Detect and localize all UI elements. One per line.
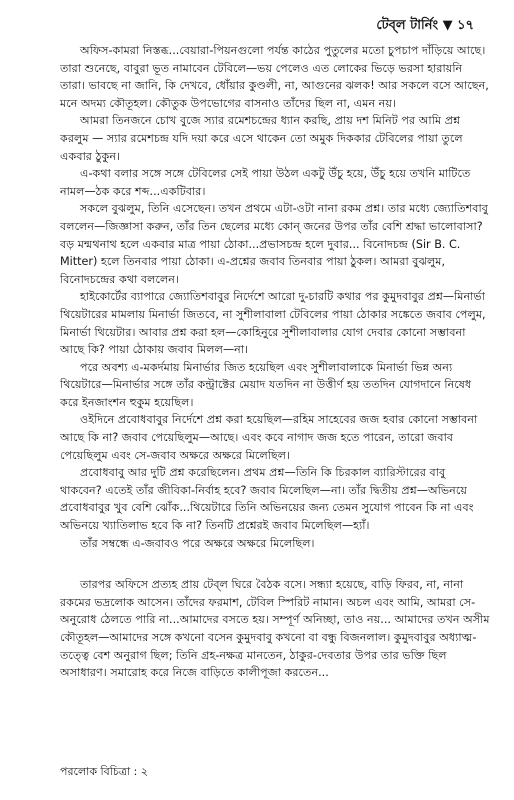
running-footer: পরলোক বিচিত্রা : ২	[60, 765, 148, 778]
paragraph-1: অফিস-কামরা নিস্তব্ধ...বেয়ারা-পিয়নগুলো পর্যন্ত কাঠের পুতুলের মতো চুপচাপ দাঁড়িয়ে আছে। তারা শুনেছে, বাবুরা ভূত নামাবেন টেবিলে—ভয় পেলেও এত লোকের ভিড়ে ভরসা হারায়নি তারা। ভাবছে না জানি, কি দেখবে, ধোঁয়ার কুণ্ডলী, না, আগুনের ঝলক! আর সকলে বসে আছেন, মনে অদম্য কৌতূহল। কৌতুক উপভোগের বাসনাও তাঁদের ছিল না, এমন নয়।	[60, 44, 489, 110]
running-header: টেব্‌ল টার্নিং ▼ ১৭	[376, 18, 474, 33]
paragraph-5: হাইকোর্টের ব্যাপারে জ্যোতিশবাবুর নির্দেশে আরো দু-চারটি কথার পর কুমুদবাবুর প্রশ্ন—মিনার্ভা থিয়েটারের মামলায় মিনার্ভা জিতবে, না সুশীলাবালা টেবিলের পায়া ঠোকার সঙ্কেতে জবাব পেলুম, মিনার্ভা থিয়েটার। আবার প্রশ্ন করা হল—কোহিনুরে সুশীলাবালার যোগ দেবার কোনো সম্ভাবনা আছে কি? পায়া ঠোকায় জবাব মিলল—না।	[60, 290, 486, 357]
paragraph-4: সকলে বুঝলুম, তিনি এসেছেন। তখন প্রথমে এটা-ওটা নানা রকম প্রশ্ন। তার মধ্যে জ্যোতিশবাবু বললেন—জিজ্ঞাসা করুন, তাঁর তিন ছেলের মধ্যে কোন্ জনের উপর তাঁর বেশি শ্রদ্ধা ভালোবাসা? বড় মন্মথনাথ হলে একবার মাত্র পায়া ঠোকা...প্রভাসচন্দ্র হলে দুবার... বিনোদচন্দ্র (Sir B. C. Mitter) হলে তিনবার পায়া ঠোকা। এ-প্রশ্নের জবাব তিনবার পায়া ঠুকল। আমরা বুঝলুম, বিনোদচন্দ্রের কথা বললেন।	[60, 202, 488, 286]
paragraph-9: তাঁর সম্বন্ধে এ-জবাবও পরে অক্ষরে অক্ষরে মিলেছিল।	[80, 536, 315, 550]
paragraph-7: ওইদিনে প্রবোধবাবুর নির্দেশে প্রশ্ন করা হয়েছিল—রহিম সাহেবের জজ হবার কোনো সম্ভাবনা আছে কি না? জবাব পেয়েছিলুম—আছে। এবং কবে নাগাদ জজ হতে পারেন, তারো জবাব পেয়েছিলুম এবং সে-জবাব অক্ষরে অক্ষরে মিলেছিল।	[60, 413, 478, 462]
paragraph-6: পরে অবশ্য এ-মকর্দমায় মিনার্ভার জিত হয়েছিল এবং সুশীলাবালাকে মিনার্ভা ভিন্ন অন্য থিয়েটারে—মিনার্ভার সঙ্গে তাঁর কন্ট্রাক্টের মেয়াদ যতদিন না উত্তীর্ণ হয় ততদিন যোগদানে নিষেধ করে ইনজাংশন হুকুম হয়েছিল।	[60, 360, 472, 409]
section-break	[60, 552, 490, 576]
paragraph-10: তারপর অফিসে প্রত্যহ প্রায় টেব্‌ল ঘিরে বৈঠক বসে। সন্ধ্যা হয়েছে, বাড়ি ফিরব, না, নানা রকমের ভদ্রলোক আসেন। তাঁদের ফরমাশ, টেবিল স্পিরিট নামান। অচল এবং আমি, আমরা সে-অনুরোধ ঠেলতে পারি না...আমাদের বসতে হয়। সম্পূর্ণ অনিচ্ছা, তাও নয়... আমাদের তখন অসীম কৌতূহল—আমাদের সঙ্গে কখনো বসেন কুমুদবাবু কখনো বা বন্ধু বিজনলাল। কুমুদবাবুর অধ্যাত্ম-তত্ত্বে বেশ অনুরাগ ছিল; তিনি গ্রহ-নক্ষত্র মানতেন, ঠাকুর-দেবতার উপর তার ভক্তি ছিল অসাধারণ। সমারোহ করে নিজে বাড়িতে কালীপূজা করতেন...	[60, 578, 490, 680]
paragraph-2: আমরা তিনজনে চোখ বুজে স্যার রমেশচন্দ্রের ধ্যান করছি, প্রায় দশ মিনিট পর আমি প্রশ্ন করলুম — স্যার রমেশচন্দ্র যদি দয়া করে এসে থাকেন তো অমুক দিককার টেবিলের পায়া তুলে একবার ঠুকুন।	[60, 114, 463, 163]
paragraph-3: এ-কথা বলার সঙ্গে সঙ্গে টেবিলের সেই পায়া উঠল একটু উঁচু হয়ে, উঁচু হয়ে তখনি মাটিতে নামল—ঠক করে শব্দ...একটিবার।	[60, 167, 471, 198]
paragraph-8: প্রবোধবাবু আর দুটি প্রশ্ন করেছিলেন। প্রথম প্রশ্ন—তিনি কি চিরকাল ব্যারিস্টারের বাবু থাকবেন? এতেই তাঁর জীবিকা-নির্বাহ হবে? জবাব মিলেছিল—না। তাঁর দ্বিতীয় প্রশ্ন—অভিনয়ে প্রবোধবাবুর খুব বেশি ঝোঁক...থিয়েটারে তিনি অভিনয়ের জন্য তেমন সুযোগ পাবেন কি না এবং অভিনয়ে খ্যাতিলাভ হবে কি না? তিনটি প্রশ্নেরই জবাব মিলেছিল—হ্যাঁ।	[60, 466, 474, 533]
page-body	[60, 42, 490, 682]
